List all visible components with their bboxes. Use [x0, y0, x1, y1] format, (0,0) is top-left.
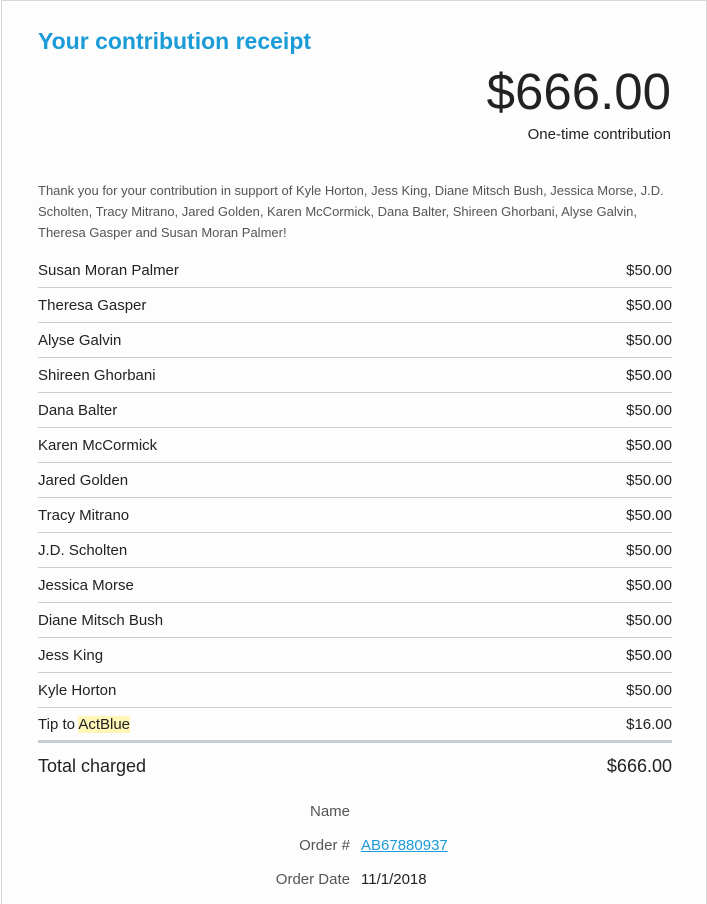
order-number-link[interactable]: AB67880937: [361, 837, 448, 854]
line-item-name: Jessica Morse: [38, 576, 134, 594]
line-item: [38, 253, 672, 288]
line-item-name: J.D. Scholten: [38, 541, 128, 559]
tip-amount: $16.00: [626, 715, 672, 733]
order-number-label: Order #: [299, 837, 350, 854]
line-item: [38, 498, 672, 533]
tip-label: [38, 716, 130, 733]
line-item-name: Dana Balter: [38, 401, 118, 419]
line-item-name: Kyle Horton: [38, 681, 117, 699]
line-item: [38, 568, 672, 603]
total-amount: $666.00: [606, 755, 672, 776]
line-item-name: Alyse Galvin: [38, 331, 122, 349]
thank-you-message: Thank you for your contribution in support of Kyle Horton, Jess King, Diane Mitsch Bush, Jessica Morse, J.D. Scholten, Tracy Mitrano, Jared Golden, Karen McCormick, Dana Balter, Shireen Ghorbani, Alyse Galvin, Theresa Gasper and Susan Moran Palmer!: [38, 183, 664, 240]
line-item: [38, 428, 672, 463]
line-item-amount: $50.00: [626, 681, 672, 699]
line-item-amount: $50.00: [626, 471, 672, 489]
line-item-amount: $50.00: [626, 296, 672, 314]
line-item: [38, 603, 672, 638]
line-item: [38, 463, 672, 498]
line-item-amount: $50.00: [626, 611, 672, 629]
tip-org-name: ActBlue: [78, 715, 131, 733]
line-item-amount: $50.00: [626, 576, 672, 594]
receipt-card: [1, 0, 707, 904]
line-item-name: Diane Mitsch Bush: [38, 611, 164, 629]
line-item-amount: $50.00: [626, 541, 672, 559]
line-item-name: Karen McCormick: [38, 436, 158, 454]
line-item: [38, 533, 672, 568]
line-item-amount: $50.00: [626, 506, 672, 524]
line-item: [38, 638, 672, 673]
page-title: Your contribution receipt: [38, 28, 312, 54]
line-item: [38, 673, 672, 708]
line-items-list: [38, 253, 672, 743]
line-item: [38, 358, 672, 393]
line-item: [38, 323, 672, 358]
line-item: [38, 288, 672, 323]
line-item-amount: $50.00: [626, 401, 672, 419]
line-item-amount: $50.00: [626, 331, 672, 349]
contribution-amount: $666.00: [486, 63, 671, 120]
line-item-name: Susan Moran Palmer: [38, 261, 179, 279]
line-item-amount: $50.00: [626, 646, 672, 664]
total-label: Total charged: [38, 755, 147, 776]
tip-prefix: Tip to: [38, 715, 79, 733]
line-item-amount: $50.00: [626, 261, 672, 279]
line-item: [38, 393, 672, 428]
order-date-label: Order Date: [275, 871, 350, 888]
line-item-name: Shireen Ghorbani: [38, 366, 156, 384]
tip-line-item: [38, 708, 672, 743]
line-item-amount: $50.00: [626, 436, 672, 454]
line-item-name: Jared Golden: [38, 471, 129, 489]
name-label: Name: [309, 803, 350, 820]
line-item-amount: $50.00: [626, 366, 672, 384]
line-item-name: Tracy Mitrano: [38, 506, 130, 524]
contribution-frequency: One-time contribution: [527, 126, 671, 143]
order-date-value: 11/1/2018: [361, 871, 427, 888]
line-item-name: Jess King: [38, 646, 104, 664]
total-row: [38, 753, 672, 779]
line-item-name: Theresa Gasper: [38, 296, 147, 314]
